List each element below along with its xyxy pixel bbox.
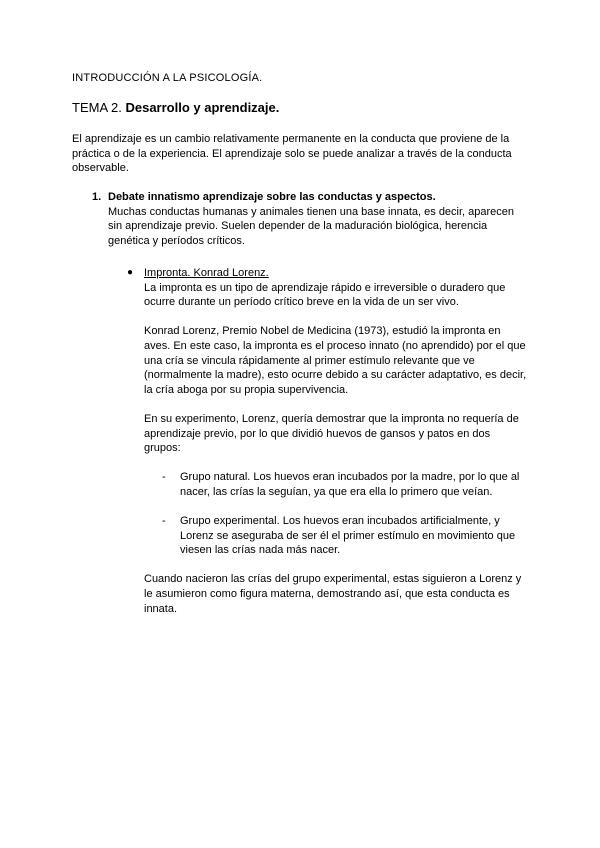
- dash-icon: -: [162, 471, 166, 484]
- lorenz-paragraph: Konrad Lorenz, Premio Nobel de Medicina (1973), estudió la impronta en aves. En este caso, la impronta es el proceso innato (no aprendido) por el que una cría se vincula rápidamente al primer estímulo relevante que ve (normalmente la madre), esto ocurre debido a su carácter adaptativo, es decir, la cría aboga por su propia supervivencia.: [144, 325, 527, 396]
- topic-name: Desarrollo y aprendizaje.: [125, 100, 280, 115]
- conclusion-paragraph: Cuando nacieron las crías del grupo experimental, estas siguieron a Lorenz y le asumieron como figura materna, demostrando así, que esta conducta es innata.: [144, 573, 522, 615]
- section-number: 1.: [92, 191, 102, 203]
- section-heading: Debate innatismo aprendizaje sobre las conductas y aspectos.: [108, 191, 436, 203]
- impronta-definition: La impronta es un tipo de aprendizaje rápido e irreversible o duradero que ocurre durante un período crítico breve en la vida de un ser vivo.: [144, 281, 506, 309]
- group-natural-text: Grupo natural. Los huevos eran incubados por la madre, por lo que al nacer, las crías la seguían, ya que era ella lo primero que veían.: [180, 471, 520, 498]
- dash-icon: -: [162, 515, 166, 528]
- groups-list: [162, 470, 527, 558]
- topic-prefix: TEMA 2.: [72, 100, 126, 115]
- course-title: INTRODUCCIÓN A LA PSICOLOGÍA.: [72, 72, 263, 84]
- topic-title: [72, 100, 279, 116]
- bullet-content: [144, 266, 527, 616]
- intro-paragraph: El aprendizaje es un cambio relativamente permanente en la conducta que proviene de la práctica o de la experiencia. El aprendizaje solo se puede analizar a través de la conducta observable.: [72, 133, 512, 175]
- bullet-impronta: [127, 266, 527, 631]
- experiment-paragraph: En su experimento, Lorenz, quería demostrar que la impronta no requería de aprendizaje previo, por lo que dividió huevos de gansos y patos en dos grupos:: [144, 412, 519, 455]
- bullet-icon: ●: [127, 267, 134, 278]
- bullet-title: Impronta. Konrad Lorenz.: [144, 267, 269, 279]
- group-experimental-text: Grupo experimental. Los huevos eran incubados artificialmente, y Lorenz se aseguraba de ser él el primer estímulo en movimiento que viesen las crías nada más nacer.: [180, 515, 516, 557]
- section-1: [92, 190, 532, 248]
- section-body: Muchas conductas humanas y animales tienen una base innata, es decir, aparecen sin aprendizaje previo. Suelen depender de la maduración biológica, herencia genética y períodos críticos.: [108, 205, 515, 247]
- list-item: [162, 470, 527, 499]
- list-item: [162, 514, 527, 558]
